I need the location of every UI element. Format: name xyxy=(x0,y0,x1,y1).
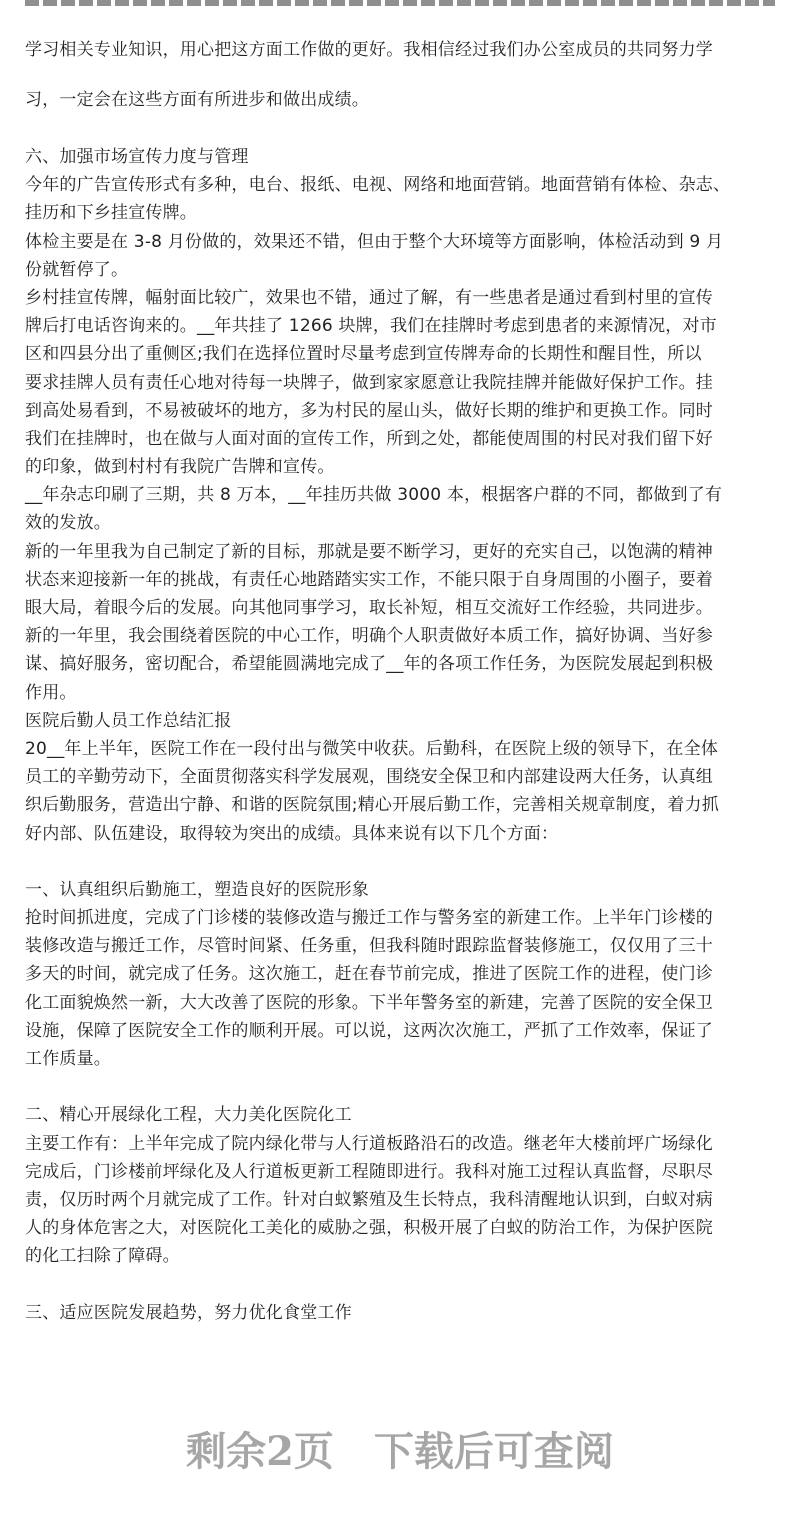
text-line: 人的身体危害之大，对医院化工美化的威胁之强，积极开展了白蚁的防治工作，为保护医院 xyxy=(25,1218,713,1239)
text-line: 我们在挂牌时，也在做与人面对面的宣传工作，所到之处，都能使周围的村民对我们留下好 xyxy=(25,428,713,449)
text-line: 工作质量。 xyxy=(25,1049,111,1069)
text-line: 新的一年里我为自己制定了新的目标，那就是要不断学习，更好的充实自己，以饱满的精神 xyxy=(25,541,713,562)
blank-line xyxy=(25,1073,730,1101)
text-line: 份就暂停了。 xyxy=(25,259,129,280)
text-line: 状态来迎接新一年的挑战，有责任心地踏踏实实工作，不能只限于自身周围的小圈子，要着 xyxy=(25,569,713,590)
remaining-pages-label: 剩余2页 xyxy=(186,1428,334,1475)
text-line: 完成后，门诊楼前坪绿化及人行道板更新工程随即进行。我科对施工过程认真监督，尽职尽 xyxy=(25,1161,713,1182)
text-line: 二、精心开展绿化工程，大力美化医院化工 xyxy=(25,1105,352,1126)
text-line: 效的发放。 xyxy=(25,513,111,534)
text-line: 谋、搞好服务，密切配合，希望能圆满地完成了__年的各项工作任务，为医院发展起到积极 xyxy=(25,654,714,675)
text-line: 六、加强市场宣传力度与管理 xyxy=(25,147,249,167)
download-prompt[interactable] xyxy=(0,1420,800,1477)
text-line: 化工面貌焕然一新，大大改善了医院的形象。下半年警务室的新建，完善了医院的安全保卫 xyxy=(25,992,713,1013)
text-line: 要求挂牌人员有责任心地对待每一块牌子，做到家家愿意让我院挂牌并能做好保护工作。挂 xyxy=(25,372,713,393)
text-line: 学习相关专业知识，用心把这方面工作做的更好。我相信经过我们办公室成员的共同努力学 xyxy=(25,40,713,60)
text-line: 责，仅历时两个月就完成了工作。针对白蚁繁殖及生长特点，我科清醒地认识到，白蚁对病 xyxy=(25,1189,713,1210)
text-line: 乡村挂宣传牌，幅射面比较广，效果也不错，通过了解，有一些患者是通过看到村里的宣传 xyxy=(25,287,713,308)
download-to-view-label: 下载后可查阅 xyxy=(373,1428,614,1475)
text-line: 好内部、队伍建设，取得较为突出的成绩。具体来说有以下几个方面： xyxy=(25,823,559,844)
text-line: 的化工扫除了障碍。 xyxy=(25,1246,180,1267)
text-line: 三、适应医院发展趋势，努力优化食堂工作 xyxy=(25,1302,352,1323)
blank-line xyxy=(25,1271,730,1299)
document-body xyxy=(0,143,731,1327)
blank-line xyxy=(25,848,730,876)
text-line: __年杂志印刷了三期，共 8 万本，__年挂历共做 3000 本，根据客户群的不同，都做到了有 xyxy=(25,485,723,506)
text-line: 一、认真组织后勤施工，塑造良好的医院形象 xyxy=(25,879,369,900)
text-line: 新的一年里，我会围绕着医院的中心工作，明确个人职责做好本质工作，搞好协调、当好参 xyxy=(25,626,713,647)
text-line: 习，一定会在这些方面有所进步和做出成绩。 xyxy=(25,90,369,110)
text-line: 眼大局，着眼今后的发展。向其他同事学习，取长补短，相互交流好工作经验，共同进步。 xyxy=(25,598,713,618)
text-line: 多天的时间，就完成了任务。这次施工，赶在春节前完成，推进了医院工作的进程，使门诊 xyxy=(25,964,713,985)
text-line: 织后勤服务，营造出宁静、和谐的医院氛围;精心开展后勤工作，完善相关规章制度，着力抓 xyxy=(25,795,719,816)
text-line: 主要工作有：上半年完成了院内绿化带与人行道板路沿石的改造。继老年大楼前坪广场绿化 xyxy=(25,1133,713,1154)
text-line: 医院后勤人员工作总结汇报 xyxy=(25,710,232,731)
text-line: 到高处易看到，不易被破坏的地方，多为村民的屋山头，做好长期的维护和更换工作。同时 xyxy=(25,400,713,421)
text-line: 体检主要是在 3-8 月份做的，效果还不错，但由于整个大环境等方面影响，体检活动到 9 月 xyxy=(25,231,724,252)
cut-off-text-line xyxy=(25,0,775,8)
text-line: 设施，保障了医院安全工作的顺利开展。可以说，这两次次施工，严抓了工作效率，保证了 xyxy=(25,1020,713,1041)
text-line: 的印象，做到村村有我院广告牌和宣传。 xyxy=(25,457,335,478)
text-line: 牌后打电话咨询来的。__年共挂了 1266 块牌，我们在挂牌时考虑到患者的来源情况，对市 xyxy=(25,316,717,337)
text-line: 区和四县分出了重侧区;我们在选择位置时尽量考虑到宣传牌寿命的长期性和醒目性，所以 xyxy=(25,344,702,365)
text-line: 员工的辛勤劳动下，全面贯彻落实科学发展观，围绕安全保卫和内部建设两大任务，认真组 xyxy=(25,767,713,788)
text-line: 装修改造与搬迁工作，尽管时间紧、任务重，但我科随时跟踪监督装修施工，仅仅用了三十 xyxy=(25,936,713,957)
text-line: 作用。 xyxy=(25,682,77,703)
text-line: 抢时间抓进度，完成了门诊楼的装修改造与搬迁工作与警务室的新建工作。上半年门诊楼的 xyxy=(25,908,713,929)
text-line: 20__年上半年，医院工作在一段付出与微笑中收获。后勤科，在医院上级的领导下，在全体 xyxy=(25,738,719,759)
text-line: 今年的广告宣传形式有多种，电台、报纸、电视、网络和地面营销。地面营销有体检、杂志、 xyxy=(25,175,731,196)
text-line: 挂历和下乡挂宣传牌。 xyxy=(25,203,197,224)
